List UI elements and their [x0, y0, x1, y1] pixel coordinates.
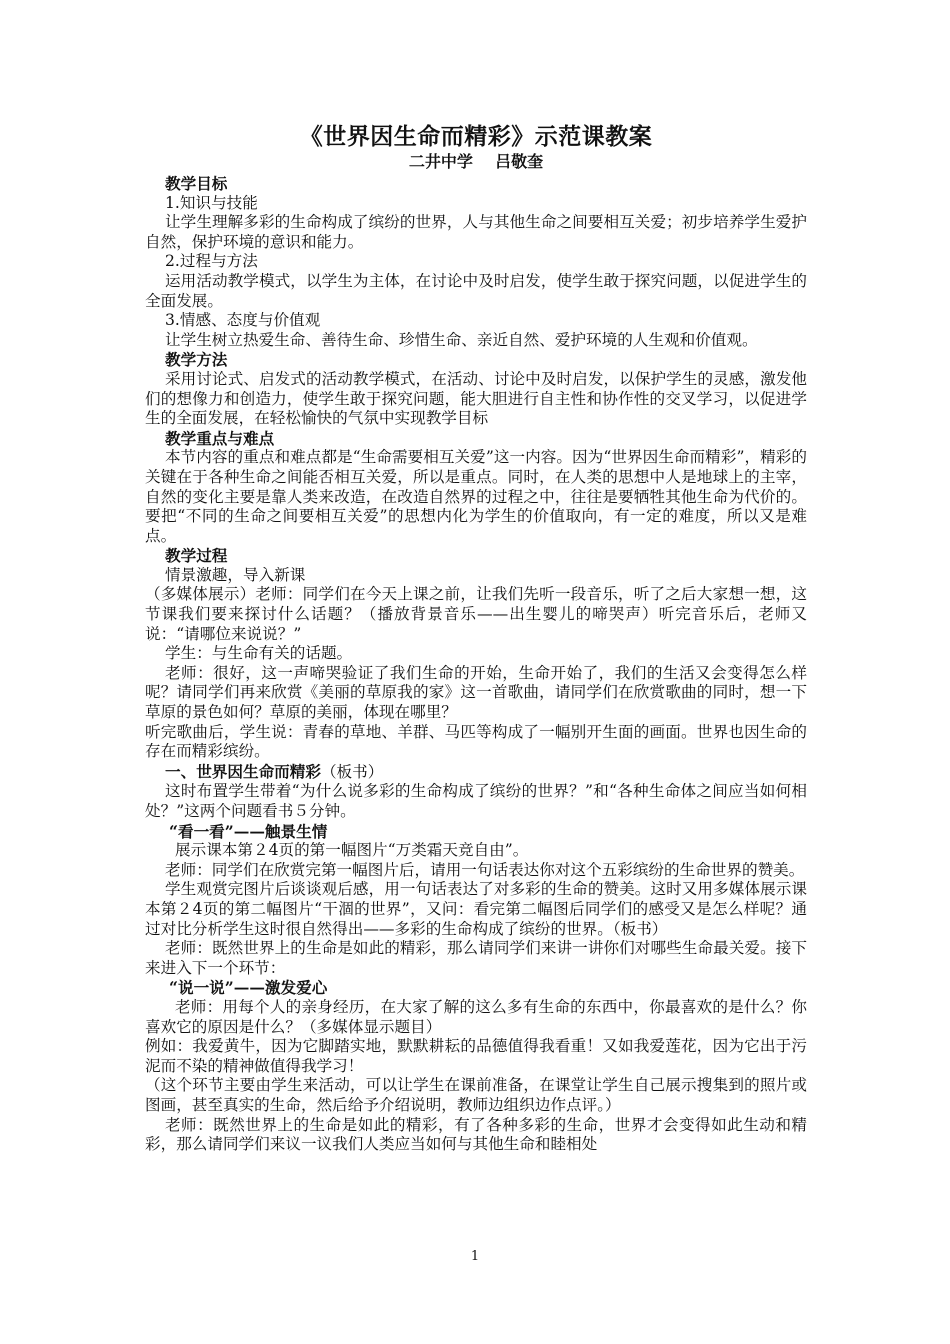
goal-3-heading: 3.情感、态度与价值观	[165, 311, 321, 330]
document-body	[145, 122, 807, 1155]
heading-teaching-process: 教学过程	[165, 546, 228, 566]
after-song-paragraph: 听完歌曲后，学生说：青春的草地、羊群、马匹等构成了一幅别开生面的画面。世界也因生命的存在而精彩缤纷。	[145, 722, 807, 761]
note-paragraph: （这个环节主要由学生来活动，可以让学生在课前准备，在课堂让学生自己展示搜集到的照片或图画，甚至真实的生命，然后给予介绍说明，教师边组织边作点评。）	[145, 1076, 807, 1114]
student-answer: 学生：与生命有关的话题。	[165, 644, 353, 663]
media-paragraph: （多媒体展示）老师：同学们在今天上课之前，让我们先听一段音乐，听了之后大家想一想，这节课我们要来探讨什么话题？（播放背景音乐——出生婴儿的啼哭声）听完音乐后，老师又说：“请哪位来说说？”	[145, 585, 807, 643]
heading-say: “说一说”——激发爱心	[169, 978, 328, 998]
questions-paragraph: 这时布置学生带着“为什么说多彩的生命构成了缤纷的世界？”和“各种生命体之间应当如何相处？”这两个问题看书５分钟。	[145, 782, 807, 820]
page-number: 1	[470, 1249, 480, 1264]
teacher-paragraph-1: 老师：很好，这一声啼哭验证了我们生命的开始，生命开始了，我们的生活又会变得怎么样呢？请同学们再来欣赏《美丽的草原我的家》这一首歌曲，请同学们在欣赏歌曲的同时，想一下草原的景色如何？草原的美丽，体现在哪里？	[145, 663, 807, 722]
heading-teaching-goals: 教学目标	[165, 174, 228, 193]
goal-1-heading: 1.知识与技能	[165, 193, 258, 212]
heading-key-points: 教学重点与难点	[165, 428, 275, 448]
heading-teaching-method: 教学方法	[165, 350, 228, 370]
example-paragraph: 例如：我爱黄牛，因为它脚踏实地，默默耕耘的品德值得我看重！又如我爱莲花，因为它出于污泥而不染的精神做值得我学习！	[145, 1037, 807, 1075]
key-points-text: 本节内容的重点和难点都是“生命需要相互关爱”这一内容。因为“世界因生命而精彩”，精彩的关键在于各种生命之间能否相互关爱，所以是重点。同时，在人类的思想中人是地球上的主宰，自然的变化主要是靠人类来改造，在改造自然界的过程之中，往往是要牺牲其他生命为代价的。要把“不同的生命之间要相互关爱”的思想内化为学生的价值取向，有一定的难度，所以又是难点。	[145, 448, 807, 545]
goal-1-text: 让学生理解多彩的生命构成了缤纷的世界，人与其他生命之间要相互关爱；初步培养学生爱护自然，保护环境的意识和能力。	[145, 213, 807, 251]
goal-2-heading: 2.过程与方法	[165, 252, 258, 271]
goal-2-text: 运用活动教学模式，以学生为主体，在讨论中及时启发，使学生敢于探究问题，以促进学生的全面发展。	[145, 271, 807, 310]
teacher-paragraph-4: 老师：用每个人的亲身经历，在大家了解的这么多有生命的东西中，你最喜欢的是什么？你喜欢它的原因是什么？（多媒体显示题目）	[145, 997, 807, 1036]
teacher-paragraph-5: 老师：既然世界上的生命是如此的精彩，有了各种多彩的生命，世界才会变得如此生动和精彩，那么请同学们来议一议我们人类应当如何与其他生命和睦相处	[145, 1115, 807, 1154]
teacher-paragraph-2: 老师：同学们在欣赏完第一幅图片后，请用一句话表达你对这个五彩缤纷的生命世界的赞美。	[165, 860, 805, 879]
teacher-paragraph-3: 老师：既然世界上的生命是如此的精彩，那么请同学们来讲一讲你们对哪些生命最关爱。接下来进入下一个环节：	[145, 939, 807, 977]
document-title: 《世界因生命而精彩》示范课教案	[299, 123, 653, 150]
heading-look: “看一看”——触景生情	[169, 821, 328, 841]
intro-line: 情景激趣，导入新课	[165, 565, 306, 584]
section-1-title: 一、世界因生命而精彩	[165, 761, 321, 781]
student-paragraph-2: 学生观赏完图片后谈谈观后感，用一句话表达了对多彩的生命的赞美。这时又用多媒体展示课本第２4页的第二幅图片“干涸的世界”，又问：看完第二幅图后同学们的感受又是怎么样呢？通过对比分析学生这时很自然得出——多彩的生命构成了缤纷的世界。（板书）	[145, 880, 807, 938]
section-1-suffix: （板书）	[320, 762, 384, 781]
show-paragraph: 展示课本第２4页的第一幅图片“万类霜天竞自由”。	[175, 841, 529, 860]
document-author: 二井中学 吕敬奎	[408, 152, 544, 171]
goal-3-text: 让学生树立热爱生命、善待生命、珍惜生命、亲近自然、爱护环境的人生观和价值观。	[165, 330, 758, 349]
method-text: 采用讨论式、启发式的活动教学模式，在活动、讨论中及时启发，以保护学生的灵感，激发他们的想像力和创造力，使学生敢于探究问题，能大胆进行自主性和协作性的交叉学习，以促进学生的全面发展，在轻松愉快的气氛中实现教学目标	[145, 369, 807, 428]
section-1-heading	[145, 762, 807, 783]
